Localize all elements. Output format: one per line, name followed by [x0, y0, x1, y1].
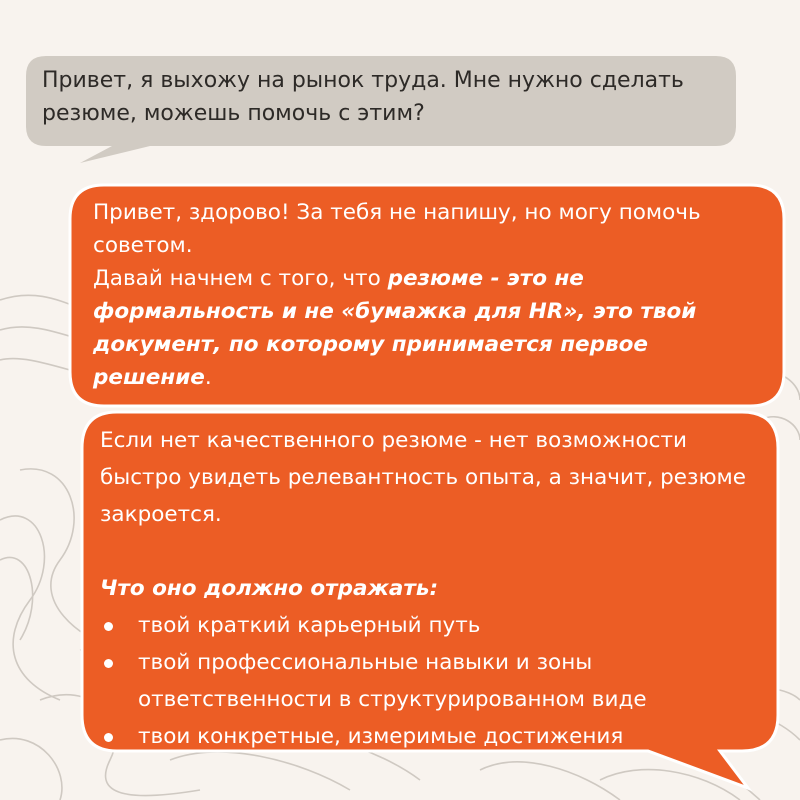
- reply-message-1: [93, 196, 753, 394]
- reply1-intro: Давай начнем с того, что: [93, 266, 388, 291]
- reply2-bullet-list: [100, 607, 760, 755]
- reply1-greeting: Привет, здорово! За тебя не напишу, но могу помочь советом.: [93, 200, 701, 258]
- reply2-list-heading: Что оно должно отражать:: [100, 576, 439, 601]
- reply1-emphasis: резюме - это не формальность и не «бумажка для HR», это твой документ, по которому принимается первое решение: [93, 266, 697, 390]
- reply2-paragraph: Если нет качественного резюме - нет возможности быстро увидеть релевантность опыта, а значит, резюме закроется.: [100, 428, 746, 527]
- list-item: твой профессиональные навыки и зоны ответственности в структурированном виде: [100, 644, 760, 718]
- reply1-end: .: [204, 365, 212, 390]
- user-message-text: Привет, я выхожу на рынок труда. Мне нужно сделать резюме, можешь помочь с этим?: [42, 68, 684, 126]
- reply-message-2: [100, 422, 760, 755]
- list-item: твои конкретные, измеримые достижения: [100, 718, 760, 755]
- list-item: твой краткий карьерный путь: [100, 607, 760, 644]
- reply1-body: [93, 262, 753, 394]
